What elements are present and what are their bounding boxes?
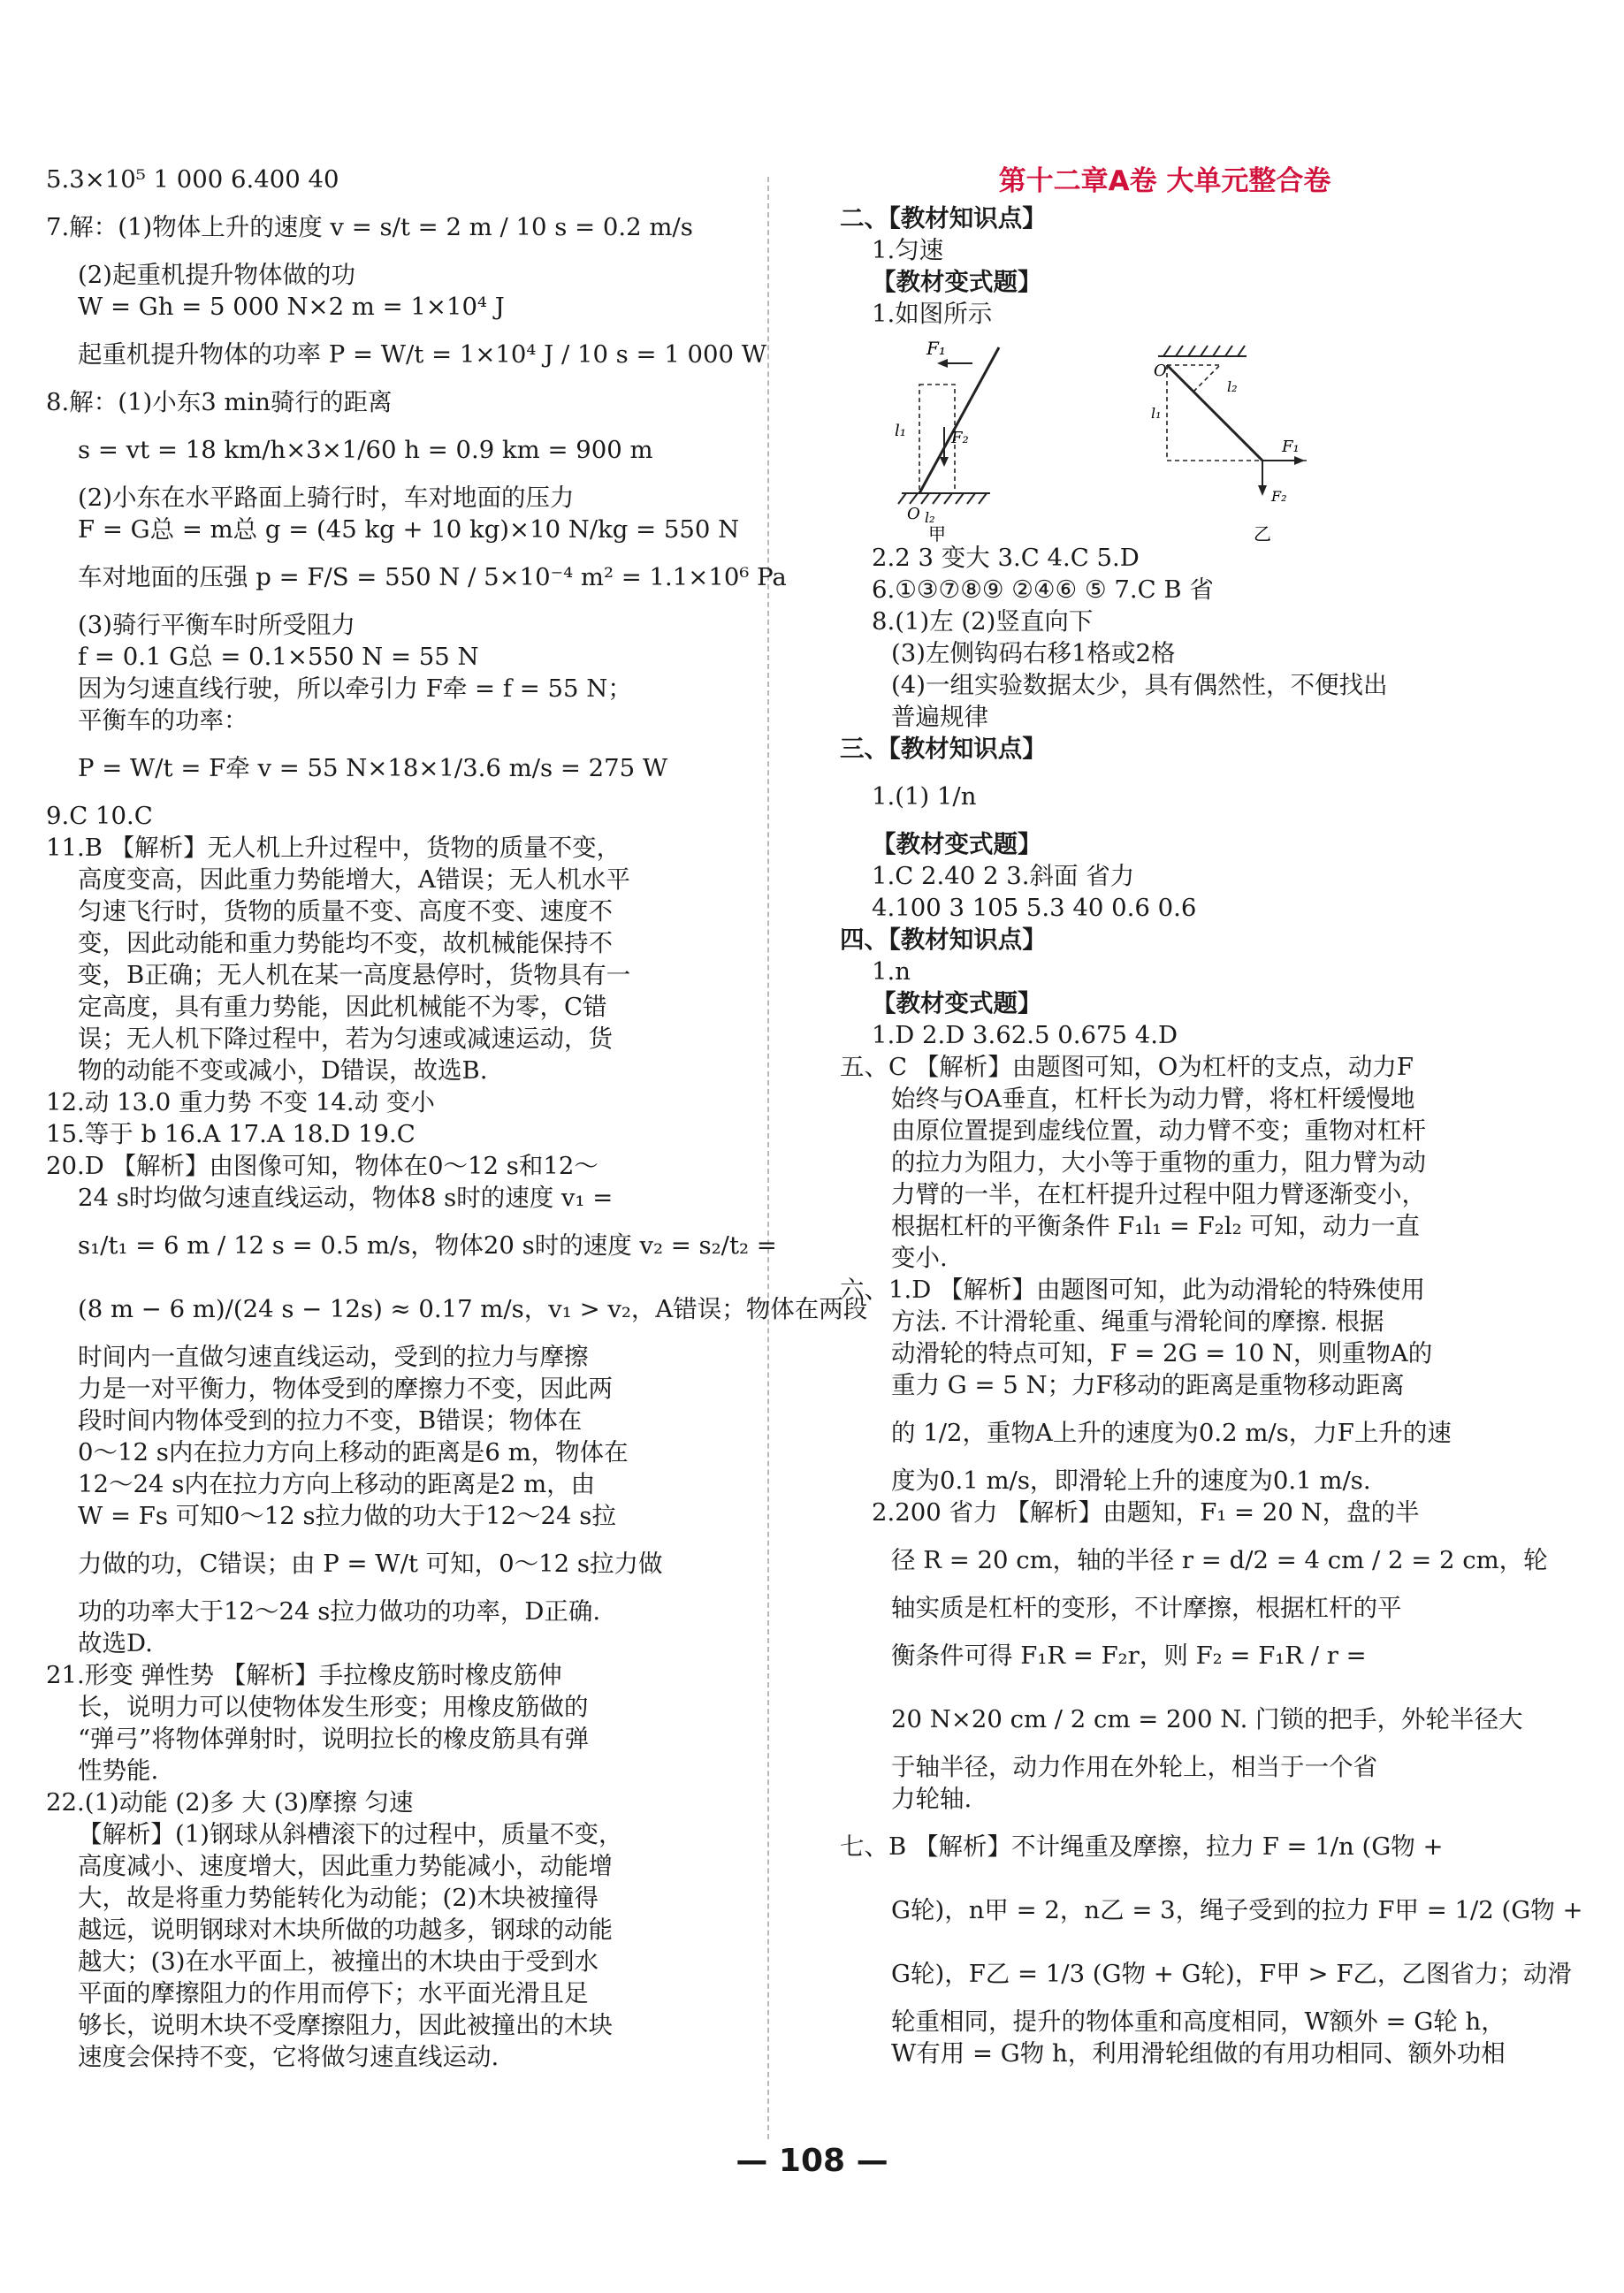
right-top-section bbox=[840, 202, 1490, 330]
text-line: 平衡车的功率： bbox=[78, 706, 248, 735]
text-line: 15.等于 b 16.A 17.A 18.D 19.C bbox=[46, 1120, 416, 1148]
text-line: (2)起重机提升物体做的功 bbox=[78, 261, 355, 289]
text-line: 普遍规律 bbox=[891, 703, 988, 731]
text-line: 力做的功，C错误；由 P = W/t 可知，0～12 s拉力做 bbox=[78, 1550, 663, 1578]
lever-rod-jia bbox=[919, 347, 999, 493]
text-line: 性势能. bbox=[78, 1756, 159, 1785]
lever-diagrams-svg bbox=[840, 330, 1490, 545]
right-bottom-section bbox=[840, 542, 1583, 2069]
text-line: 5.3×10⁵ 1 000 6.400 40 bbox=[46, 165, 339, 194]
text-line: 变小. bbox=[891, 1244, 948, 1272]
text-line: 故选D. bbox=[78, 1629, 153, 1657]
text-line: G轮)，F乙 = 1/3 (G物 + G轮)，F甲 > F乙，乙图省力；动滑 bbox=[891, 1960, 1572, 1988]
text-line: 7.解：(1)物体上升的速度 v = s/t = 2 m / 10 s = 0.2 m/s bbox=[46, 213, 693, 241]
text-line: 大，故是将重力势能转化为动能；(2)木块被撞得 bbox=[78, 1884, 599, 1912]
text-line: 8.(1)左 (2)竖直向下 bbox=[872, 607, 1094, 636]
text-line: 匀速飞行时，货物的质量不变、高度不变、速度不 bbox=[78, 897, 613, 926]
text-line: W = Fs 可知0～12 s拉力做的功大于12～24 s拉 bbox=[78, 1502, 616, 1530]
text-line: 6.①③⑦⑧⑨ ②④⑥ ⑤ 7.C B 省 bbox=[872, 575, 1214, 604]
text-line: 20 N×20 cm / 2 cm = 200 N. 门锁的把手，外轮半径大 bbox=[891, 1705, 1523, 1733]
text-line: W有用 = G物 h，利用滑轮组做的有用功相同、额外功相 bbox=[891, 2039, 1506, 2068]
text-line: 方法. 不计滑轮重、绳重与滑轮间的摩擦. 根据 bbox=[891, 1307, 1384, 1336]
text-line: 1.C 2.40 2 3.斜面 省力 bbox=[872, 862, 1135, 890]
text-line: s = vt = 18 km/h×3×1/60 h = 0.9 km = 900 m bbox=[78, 436, 653, 464]
label-l2-jia: l₂ bbox=[925, 509, 935, 526]
text-line: 【解析】(1)钢球从斜槽滚下的过程中，质量不变， bbox=[78, 1820, 623, 1848]
text-line: 误；无人机下降过程中，若为匀速或减速运动，货 bbox=[78, 1025, 613, 1053]
text-line: 高度变高，因此重力势能增大，A错误；无人机水平 bbox=[78, 865, 630, 894]
text-line: 定高度，具有重力势能，因此机械能不为零，C错 bbox=[78, 993, 607, 1021]
text-line: 1.n bbox=[872, 957, 911, 986]
text-line: (3)左侧钩码右移1格或2格 bbox=[891, 639, 1176, 667]
label-yi: 乙 bbox=[1254, 523, 1271, 545]
text-line: 2.2 3 变大 3.C 4.C 5.D bbox=[872, 544, 1140, 572]
text-line: 七、B 【解析】不计绳重及摩擦，拉力 F = 1/n (G物 + bbox=[840, 1832, 1444, 1861]
text-line: 12.动 13.0 重力势 不变 14.动 变小 bbox=[46, 1088, 435, 1116]
text-line: 1.(1) 1/n bbox=[872, 782, 977, 811]
label-jia: 甲 bbox=[928, 523, 946, 545]
text-line: 五、C 【解析】由题图可知，O为杠杆的支点，动力F bbox=[840, 1053, 1414, 1081]
text-line: G轮)，n甲 = 2，n乙 = 3，绳子受到的拉力 F甲 = 1/2 (G物 + bbox=[891, 1896, 1583, 1924]
text-line: 1.D 2.D 3.62.5 0.675 4.D bbox=[872, 1021, 1178, 1049]
text-line: 够长，说明木块不受摩擦阻力，因此被撞出的木块 bbox=[78, 2011, 613, 2039]
text-line: 力轮轴. bbox=[891, 1785, 972, 1813]
left-column bbox=[46, 164, 868, 2073]
label-o-jia: O bbox=[907, 505, 920, 523]
text-line: 越远，说明钢球对木块所做的功越多，钢球的动能 bbox=[78, 1916, 613, 1944]
figure-yi bbox=[1158, 346, 1308, 496]
text-line: 的 1/2，重物A上升的速度为0.2 m/s，力F上升的速 bbox=[891, 1419, 1452, 1447]
text-line: 因为匀速直线行驶，所以牵引力 F牵 = f = 55 N； bbox=[78, 674, 632, 703]
text-line: 0～12 s内在拉力方向上移动的距离是6 m，物体在 bbox=[78, 1438, 629, 1466]
text-line: (2)小东在水平路面上骑行时，车对地面的压力 bbox=[78, 484, 575, 512]
text-line: 力是一对平衡力，物体受到的摩擦力不变，因此两 bbox=[78, 1375, 613, 1403]
text-line: 六、1.D 【解析】由题图可知，此为动滑轮的特殊使用 bbox=[840, 1276, 1426, 1304]
text-line: 段时间内物体受到的拉力不变，B错误；物体在 bbox=[78, 1406, 583, 1435]
text-line: 的拉力为阻力，大小等于重物的重力，阻力臂为动 bbox=[891, 1148, 1426, 1177]
figure-jia bbox=[898, 347, 999, 504]
label-f1-jia: F₁ bbox=[926, 338, 946, 359]
text-line: F = G总 = m总 g = (45 kg + 10 kg)×10 N/kg = 550 N bbox=[78, 515, 740, 544]
text-line: 起重机提升物体的功率 P = W/t = 1×10⁴ J / 10 s = 1 000 W bbox=[78, 340, 767, 369]
text-line: 轴实质是杠杆的变形，不计摩擦，根据杠杆的平 bbox=[891, 1594, 1402, 1622]
text-line: (3)骑行平衡车时所受阻力 bbox=[78, 611, 355, 639]
lever-figures bbox=[840, 330, 1490, 545]
label-l1-yi: l₁ bbox=[1151, 405, 1162, 422]
text-line: 物的动能不变或减小，D错误，故选B. bbox=[78, 1056, 488, 1085]
text-line: 1.如图所示 bbox=[872, 300, 993, 328]
text-line: 9.C 10.C bbox=[46, 802, 153, 830]
text-line: 高度减小、速度增大，因此重力势能减小，动能增 bbox=[78, 1852, 613, 1880]
text-line: 功的功率大于12～24 s拉力做功的功率，D正确. bbox=[78, 1597, 601, 1626]
column-divider bbox=[767, 177, 769, 2139]
text-line: 四、【教材知识点】 bbox=[840, 926, 1047, 954]
text-line: 二、【教材知识点】 bbox=[840, 204, 1047, 232]
text-line: 重力 G = 5 N；力F移动的距离是重物移动距离 bbox=[891, 1371, 1405, 1399]
text-line: 变，B正确；无人机在某一高度悬停时，货物具有一 bbox=[78, 961, 631, 989]
text-line: 越大；(3)在水平面上，被撞出的木块由于受到水 bbox=[78, 1947, 599, 1976]
text-line: 时间内一直做匀速直线运动，受到的拉力与摩擦 bbox=[78, 1343, 589, 1371]
text-line: 由原位置提到虚线位置，动力臂不变；重物对杠杆 bbox=[891, 1116, 1426, 1145]
text-line: 三、【教材知识点】 bbox=[840, 735, 1047, 763]
label-o-yi: O bbox=[1154, 362, 1167, 380]
text-line: 根据杠杆的平衡条件 F₁l₁ = F₂l₂ 可知，动力一直 bbox=[891, 1212, 1420, 1240]
label-f1-yi: F₁ bbox=[1282, 438, 1300, 456]
text-line: 21.形变 弹性势 【解析】手拉橡皮筋时橡皮筋伸 bbox=[46, 1661, 562, 1689]
text-line: 度为0.1 m/s，即滑轮上升的速度为0.1 m/s. bbox=[891, 1466, 1371, 1495]
text-line: 20.D 【解析】由图像可知，物体在0～12 s和12～ bbox=[46, 1152, 599, 1180]
text-line: 平面的摩擦阻力的作用而停下；水平面光滑且足 bbox=[78, 1979, 589, 2007]
label-l1-jia: l₁ bbox=[895, 422, 906, 440]
text-line: 4.100 3 105 5.3 40 0.6 0.6 bbox=[872, 894, 1197, 922]
text-line: 【教材变式题】 bbox=[872, 830, 1042, 858]
text-line: (4)一组实验数据太少，具有偶然性，不便找出 bbox=[891, 671, 1388, 699]
text-line: 轮重相同，提升的物体重和高度相同，W额外 = G轮 h， bbox=[891, 2007, 1506, 2036]
text-line: 11.B 【解析】无人机上升过程中，货物的质量不变， bbox=[46, 834, 621, 862]
text-line: P = W/t = F牵 v = 55 N×18×1/3.6 m/s = 275 W bbox=[78, 754, 668, 782]
page-number: — 108 — bbox=[736, 2143, 888, 2179]
label-l2-yi: l₂ bbox=[1227, 378, 1238, 395]
text-line: 8.解：(1)小东3 min骑行的距离 bbox=[46, 388, 393, 416]
chapter-title: 第十二章A卷 大单元整合卷 bbox=[998, 165, 1331, 197]
text-line: 动滑轮的特点可知，F = 2G = 10 N，则重物A的 bbox=[891, 1339, 1433, 1367]
text-line: W = Gh = 5 000 N×2 m = 1×10⁴ J bbox=[78, 293, 505, 321]
text-line: 衡条件可得 F₁R = F₂r，则 F₂ = F₁R / r = bbox=[891, 1642, 1367, 1670]
text-line: 车对地面的压强 p = F/S = 550 N / 5×10⁻⁴ m² = 1.1×10⁶ Pa bbox=[78, 563, 787, 591]
text-line: 24 s时均做匀速直线运动，物体8 s时的速度 v₁ = bbox=[78, 1184, 614, 1212]
label-f2-yi: F₂ bbox=[1271, 488, 1287, 505]
text-line: s₁/t₁ = 6 m / 12 s = 0.5 m/s，物体20 s时的速度 v₂ = s₂/t₂ = bbox=[78, 1231, 777, 1260]
text-line: 【教材变式题】 bbox=[872, 989, 1042, 1017]
text-line: 长，说明力可以使物体发生形变；用橡皮筋做的 bbox=[78, 1693, 589, 1721]
text-line: “弹弓”将物体弹射时，说明拉长的橡皮筋具有弹 bbox=[78, 1725, 590, 1753]
text-line: 12～24 s内在拉力方向上移动的距离是2 m，由 bbox=[78, 1470, 596, 1498]
text-line: 于轴半径，动力作用在外轮上，相当于一个省 bbox=[891, 1753, 1377, 1781]
text-line: 始终与OA垂直，杠杆长为动力臂，将杠杆缓慢地 bbox=[891, 1085, 1415, 1113]
text-line: 22.(1)动能 (2)多 大 (3)摩擦 匀速 bbox=[46, 1788, 414, 1817]
label-f2-jia: F₂ bbox=[951, 429, 969, 447]
text-line: 变，因此动能和重力势能均不变，故机械能保持不 bbox=[78, 929, 613, 957]
lever-rod-yi bbox=[1167, 365, 1262, 461]
right-column bbox=[840, 164, 1583, 2069]
text-line: 【教材变式题】 bbox=[872, 268, 1042, 296]
text-line: f = 0.1 G总 = 0.1×550 N = 55 N bbox=[78, 643, 479, 671]
text-line: 1.匀速 bbox=[872, 236, 944, 264]
text-line: (8 m − 6 m)/(24 s − 12s) ≈ 0.17 m/s，v₁ > v₂，A错误；物体在两段 bbox=[78, 1295, 868, 1323]
text-line: 速度会保持不变，它将做匀速直线运动. bbox=[78, 2043, 499, 2071]
text-line: 2.200 省力 【解析】由题知，F₁ = 20 N，盘的半 bbox=[872, 1498, 1420, 1527]
text-line: 径 R = 20 cm，轴的半径 r = d/2 = 4 cm / 2 = 2 cm，轮 bbox=[891, 1546, 1548, 1574]
text-line: 力臂的一半，在杠杆提升过程中阻力臂逐渐变小， bbox=[891, 1180, 1426, 1208]
